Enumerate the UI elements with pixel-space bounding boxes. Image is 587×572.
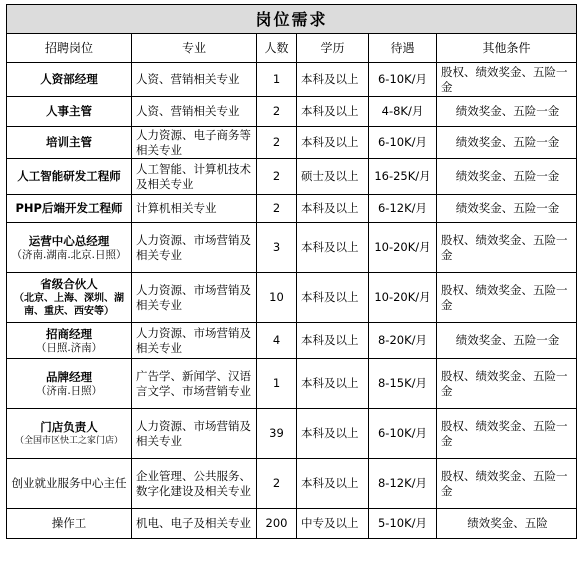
header-education: 学历: [297, 34, 369, 63]
major-cell: 人资、营销相关专业: [132, 97, 257, 127]
position-location: （日照.济南）: [35, 341, 103, 354]
pay-cell: 10-20K/月: [369, 223, 437, 273]
position-cell: 操作工: [7, 509, 132, 539]
major-cell: 人资、营销相关专业: [132, 63, 257, 97]
position-location: （济南.湖南.北京.日照）: [11, 248, 127, 261]
count-cell: 3: [257, 223, 297, 273]
pay-cell: 8-12K/月: [369, 459, 437, 509]
conditions-cell: 股权、绩效奖金、五险一金: [437, 63, 577, 97]
position-cell: 人资部经理: [7, 63, 132, 97]
count-cell: 2: [257, 195, 297, 223]
conditions-cell: 绩效奖金、五险一金: [437, 195, 577, 223]
education-cell: 硕士及以上: [297, 159, 369, 195]
education-cell: 本科及以上: [297, 409, 369, 459]
education-cell: 本科及以上: [297, 459, 369, 509]
table-row: [7, 159, 577, 195]
major-cell: 人工智能、计算机技术及相关专业: [132, 159, 257, 195]
major-cell: 人力资源、市场营销及相关专业: [132, 223, 257, 273]
pay-cell: 10-20K/月: [369, 273, 437, 323]
education-cell: 本科及以上: [297, 273, 369, 323]
count-cell: 39: [257, 409, 297, 459]
major-cell: 人力资源、市场营销及相关专业: [132, 323, 257, 359]
education-cell: 本科及以上: [297, 223, 369, 273]
count-cell: 2: [257, 159, 297, 195]
pay-cell: 8-15K/月: [369, 359, 437, 409]
major-cell: 机电、电子及相关专业: [132, 509, 257, 539]
conditions-cell: 股权、绩效奖金、五险一金: [437, 459, 577, 509]
table-row: [7, 127, 577, 159]
position-cell: 人工智能研发工程师: [7, 159, 132, 195]
table-row: [7, 273, 577, 323]
position-cell: PHP后端开发工程师: [7, 195, 132, 223]
position-location: （济南.日照）: [35, 384, 103, 397]
education-cell: 本科及以上: [297, 195, 369, 223]
count-cell: 1: [257, 359, 297, 409]
conditions-cell: 股权、绩效奖金、五险一金: [437, 273, 577, 323]
count-cell: 1: [257, 63, 297, 97]
conditions-cell: 股权、绩效奖金、五险一金: [437, 359, 577, 409]
position-location: （全国市区快工之家门店）: [14, 436, 123, 446]
education-cell: 本科及以上: [297, 63, 369, 97]
position-location: （北京、上海、深圳、湖南、重庆、西安等）: [14, 293, 124, 317]
header-pay: 待遇: [369, 34, 437, 63]
position-cell: 品牌经理 （济南.日照）: [7, 359, 132, 409]
count-cell: 2: [257, 459, 297, 509]
conditions-cell: 股权、绩效奖金、五险一金: [437, 409, 577, 459]
position-cell: 创业就业服务中心主任: [7, 459, 132, 509]
header-row: [7, 34, 577, 63]
table-row: [7, 63, 577, 97]
count-cell: 4: [257, 323, 297, 359]
position-cell: 招商经理 （日照.济南）: [7, 323, 132, 359]
major-cell: 人力资源、市场营销及相关专业: [132, 273, 257, 323]
position-cell: 人事主管: [7, 97, 132, 127]
conditions-cell: 绩效奖金、五险一金: [437, 323, 577, 359]
count-cell: 200: [257, 509, 297, 539]
table-row: [7, 509, 577, 539]
table-row: [7, 459, 577, 509]
education-cell: 中专及以上: [297, 509, 369, 539]
header-major: 专业: [132, 34, 257, 63]
pay-cell: 4-8K/月: [369, 97, 437, 127]
conditions-cell: 股权、绩效奖金、五险一金: [437, 223, 577, 273]
header-conditions: 其他条件: [437, 34, 577, 63]
conditions-cell: 绩效奖金、五险: [437, 509, 577, 539]
pay-cell: 6-10K/月: [369, 63, 437, 97]
count-cell: 2: [257, 127, 297, 159]
header-position: 招聘岗位: [7, 34, 132, 63]
count-cell: 2: [257, 97, 297, 127]
pay-cell: 6-10K/月: [369, 127, 437, 159]
table-row: [7, 195, 577, 223]
major-cell: 广告学、新闻学、汉语言文学、市场营销专业: [132, 359, 257, 409]
conditions-cell: 绩效奖金、五险一金: [437, 159, 577, 195]
table-title: 岗位需求: [7, 5, 577, 34]
education-cell: 本科及以上: [297, 323, 369, 359]
table-row: [7, 409, 577, 459]
table-row: [7, 323, 577, 359]
major-cell: 企业管理、公共服务、数字化建设及相关专业: [132, 459, 257, 509]
pay-cell: 16-25K/月: [369, 159, 437, 195]
position-cell: 运营中心总经理 （济南.湖南.北京.日照）: [7, 223, 132, 273]
major-cell: 计算机相关专业: [132, 195, 257, 223]
pay-cell: 6-12K/月: [369, 195, 437, 223]
header-count: 人数: [257, 34, 297, 63]
education-cell: 本科及以上: [297, 359, 369, 409]
position-cell: 门店负责人 （全国市区快工之家门店）: [7, 409, 132, 459]
job-table: [6, 4, 577, 539]
pay-cell: 8-20K/月: [369, 323, 437, 359]
table-row: [7, 359, 577, 409]
conditions-cell: 绩效奖金、五险一金: [437, 97, 577, 127]
major-cell: 人力资源、电子商务等相关专业: [132, 127, 257, 159]
position-cell: 省级合伙人 （北京、上海、深圳、湖南、重庆、西安等）: [7, 273, 132, 323]
count-cell: 10: [257, 273, 297, 323]
major-cell: 人力资源、市场营销及相关专业: [132, 409, 257, 459]
education-cell: 本科及以上: [297, 97, 369, 127]
conditions-cell: 绩效奖金、五险一金: [437, 127, 577, 159]
job-requirements-sheet: [6, 4, 576, 539]
position-cell: 培训主管: [7, 127, 132, 159]
table-row: [7, 97, 577, 127]
pay-cell: 6-10K/月: [369, 409, 437, 459]
pay-cell: 5-10K/月: [369, 509, 437, 539]
table-row: [7, 223, 577, 273]
education-cell: 本科及以上: [297, 127, 369, 159]
